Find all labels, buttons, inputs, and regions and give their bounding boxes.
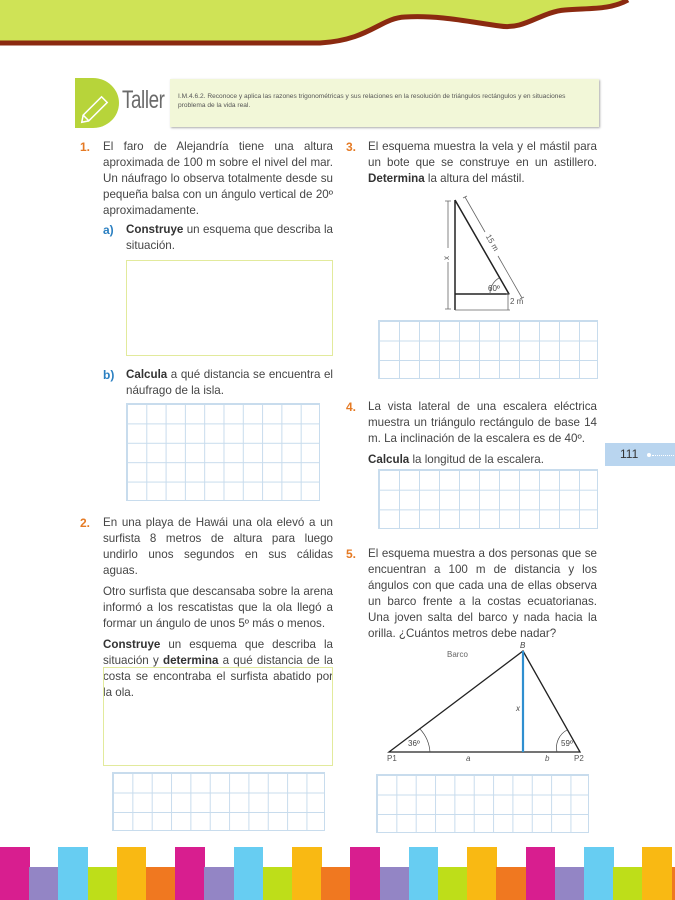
- answer-grid-2[interactable]: [112, 772, 325, 831]
- top-banner-wave: [0, 0, 675, 60]
- page-dot-line: [647, 453, 651, 457]
- exercise-1a-label: a): [103, 223, 114, 237]
- exercise-1-number: 1.: [80, 140, 91, 154]
- skill-text: I.M.4.6.2. Reconoce y aplica las razones trigonométricas y sus relaciones en la resolución de triángulos rectángulos y en situaciones problema de la vida real.: [178, 93, 566, 109]
- color-bar: [409, 847, 439, 900]
- color-bar: [234, 847, 264, 900]
- color-bar: [642, 847, 672, 900]
- answer-grid-5[interactable]: [376, 774, 589, 833]
- color-bar: [672, 867, 675, 900]
- exercise-1b-label: b): [103, 368, 115, 382]
- color-bar: [467, 847, 497, 900]
- exercise-1-text: El faro de Alejandría tiene una altura aproximada de 100 m sobre el nivel del mar. Un náufrago lo observa totalmente desde su pequeña balsa con un ángulo vertical de 20º aproximadamente.: [103, 140, 333, 217]
- angle-36-label: 36º: [408, 739, 420, 748]
- color-bar: [438, 867, 468, 900]
- exercise-4-number: 4.: [346, 400, 357, 414]
- exercise-1b-text: Calcula a qué distancia se encuentra el náufrago de la isla.: [126, 368, 333, 397]
- p1-label: P1: [387, 754, 397, 763]
- exercise-5-text: El esquema muestra a dos personas que se encuentran a 100 m de distancia y los ángulos con que cada una de ellas observa un barco frente a la costas ecuatorianas. Una joven salta del barco y nada hacia la orilla. ¿Cuántos metros debe nadar?: [368, 547, 597, 640]
- color-bar: [175, 847, 205, 900]
- answer-grid-4[interactable]: [378, 469, 598, 529]
- skill-box: [170, 79, 599, 127]
- exercise-4-text: La vista lateral de una escalera eléctrica muestra un triángulo rectángulo de base 14 m. La inclinación de la escalera es de 40º. Calcula la longitud de la escalera.: [368, 400, 597, 466]
- exercise-2-number: 2.: [80, 516, 91, 530]
- angle-59-label: 59º: [561, 739, 573, 748]
- answer-box-1a[interactable]: [126, 260, 333, 356]
- color-bar: [555, 867, 585, 900]
- color-bar: [380, 867, 410, 900]
- color-bar: [584, 847, 614, 900]
- color-bar: [613, 867, 643, 900]
- point-b-label: B: [520, 641, 526, 650]
- answer-grid-3[interactable]: [378, 320, 598, 379]
- pencil-icon: [75, 78, 120, 128]
- color-bar: [29, 867, 59, 900]
- sail-angle-label: 60º: [488, 284, 500, 293]
- section-title: Taller: [122, 86, 165, 114]
- color-bar: [117, 847, 147, 900]
- color-bar: [350, 847, 380, 900]
- boat-diagram: [389, 651, 580, 752]
- exercise-2-text: En una playa de Hawái una ola elevó a un surfista 8 metros de altura para luego undirlo unos segundos en sus cálidas aguas. Otro surfista que descansaba sobre la arena informó a los rescatistas que la ola llegó a formar un ángulo de unos 5º más o menos. Construye un esquema que describa la situación y determina a qué distancia de la costa se encontraba el surfista abatido por la ola.: [103, 516, 333, 699]
- taller-badge: [75, 78, 120, 128]
- segment-b-label: b: [545, 754, 550, 763]
- page-number: 111: [620, 447, 639, 461]
- color-bar: [526, 847, 556, 900]
- sail-x-label: x: [442, 256, 451, 260]
- color-bar: [292, 847, 322, 900]
- answer-box-2[interactable]: [103, 667, 333, 766]
- exercise-1a-text: Construye un esquema que describa la situación.: [126, 223, 333, 252]
- color-bar: [58, 847, 88, 900]
- sail-hyp-label: 15 m: [483, 232, 501, 253]
- color-bar: [496, 867, 526, 900]
- height-x-label: x: [516, 704, 520, 713]
- answer-grid-1b[interactable]: [126, 403, 320, 501]
- page-number-tab: [605, 443, 675, 466]
- color-bar: [263, 867, 293, 900]
- color-bar: [88, 867, 118, 900]
- segment-a-label: a: [466, 754, 471, 763]
- color-bar: [204, 867, 234, 900]
- page-dotted-rule: [652, 455, 674, 456]
- exercise-5-number: 5.: [346, 547, 357, 561]
- color-bar: [0, 847, 30, 900]
- exercise-3-text: El esquema muestra la vela y el mástil para un bote que se construye en un astillero. Determina la altura del mástil.: [368, 140, 597, 185]
- color-bar: [146, 867, 176, 900]
- exercise-3-number: 3.: [346, 140, 357, 154]
- p2-label: P2: [574, 754, 584, 763]
- color-bar: [321, 867, 351, 900]
- boat-label: Barco: [447, 650, 468, 659]
- sail-base-label: 2 m: [510, 297, 524, 306]
